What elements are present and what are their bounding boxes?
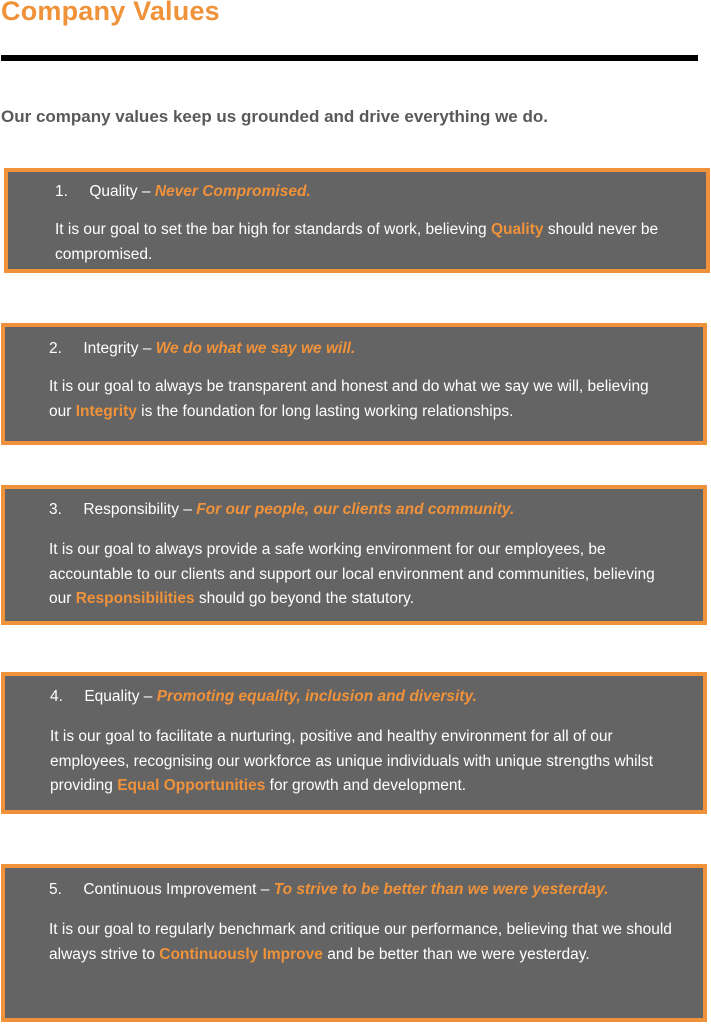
value-highlight: Continuously Improve <box>159 945 323 963</box>
value-name: Integrity <box>83 340 139 357</box>
value-card-equality <box>1 672 707 814</box>
value-heading <box>49 340 355 358</box>
value-dash: – <box>141 183 151 200</box>
value-tagline: Promoting equality, inclusion and diversity. <box>156 688 477 705</box>
value-highlight: Quality <box>490 221 544 238</box>
value-tagline: We do what we say we will. <box>155 340 356 357</box>
value-description-text: for growth and development. <box>265 777 467 794</box>
value-description <box>49 375 669 424</box>
value-description <box>50 725 695 799</box>
value-heading <box>55 183 311 201</box>
value-description-text: It is our goal to always be transparent and honest and do what we say we will, believing our <box>49 378 649 420</box>
value-description-text: It is our goal to facilitate a nurturing, positive and healthy environment for all of our employees, recognising our workforce as unique individuals with unique strengths whilst providing <box>50 728 654 794</box>
value-heading <box>49 501 514 519</box>
value-card-integrity <box>1 323 707 445</box>
value-name: Continuous Improvement <box>83 881 257 898</box>
value-name: Responsibility <box>83 501 179 518</box>
value-description-text: is the foundation for long lasting working relationships. <box>136 402 514 420</box>
value-tagline: To strive to be better than we were yesterday. <box>273 881 609 898</box>
value-heading <box>50 688 477 706</box>
value-dash: – <box>183 501 192 518</box>
value-tagline: For our people, our clients and community. <box>196 501 515 518</box>
value-description <box>55 218 675 267</box>
value-number: 4. <box>50 688 63 705</box>
value-dash: – <box>260 881 270 898</box>
value-description <box>49 538 679 612</box>
value-card-quality <box>4 168 710 273</box>
value-card-continuous-improvement <box>1 864 707 1022</box>
value-number: 3. <box>49 501 62 518</box>
page-title: Company Values <box>1 0 220 26</box>
value-dash: – <box>143 688 153 705</box>
value-highlight: Equal Opportunities <box>117 777 266 794</box>
value-name: Equality <box>84 688 140 705</box>
value-number: 1. <box>55 183 68 200</box>
value-number: 2. <box>49 340 62 357</box>
value-card-responsibility <box>1 485 707 625</box>
value-tagline: Never Compromised. <box>154 183 311 200</box>
value-description-text: It is our goal to regularly benchmark and critique our performance, believing that we should always strive to <box>49 921 672 963</box>
value-description-text: should never be compromised. <box>55 221 659 263</box>
value-description-text: should go beyond the statutory. <box>194 590 415 607</box>
value-heading <box>49 881 609 899</box>
value-description-text: It is our goal to always provide a safe working environment for our employees, be accountable to our clients and support our local environment and communities, believing our <box>49 541 655 607</box>
title-divider <box>1 55 698 61</box>
value-name: Quality <box>89 183 138 200</box>
value-highlight: Responsibilities <box>75 590 195 607</box>
value-description <box>49 918 674 967</box>
value-dash: – <box>142 340 152 357</box>
value-description-text: and be better than we were yesterday. <box>322 945 590 963</box>
value-number: 5. <box>49 881 62 898</box>
value-highlight: Integrity <box>75 402 137 420</box>
value-description-text: It is our goal to set the bar high for standards of work, believing <box>55 221 491 238</box>
intro-text: Our company values keep us grounded and drive everything we do. <box>1 107 548 126</box>
